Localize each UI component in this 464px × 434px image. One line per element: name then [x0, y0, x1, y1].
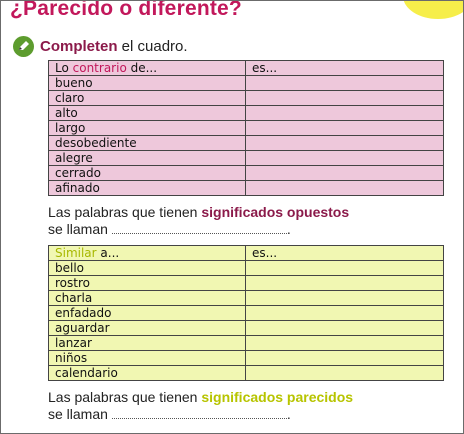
answer-cell[interactable] — [246, 366, 444, 381]
word-cell: cerrado — [49, 166, 246, 181]
header-col1: Similar a... — [49, 246, 246, 261]
table-row — [49, 181, 444, 196]
table-row — [49, 121, 444, 136]
table-row — [49, 106, 444, 121]
word-cell: bueno — [49, 76, 246, 91]
answer-cell[interactable] — [246, 106, 444, 121]
word-cell: desobediente — [49, 136, 246, 151]
word-cell: alto — [49, 106, 246, 121]
similar-table — [48, 245, 444, 381]
answer-cell[interactable] — [246, 276, 444, 291]
table-row — [49, 306, 444, 321]
table-row — [49, 136, 444, 151]
answer-cell[interactable] — [246, 91, 444, 106]
header-col2: es... — [246, 61, 444, 76]
answer-cell[interactable] — [246, 76, 444, 91]
answer-cell[interactable] — [246, 181, 444, 196]
table-row — [49, 321, 444, 336]
answer-cell[interactable] — [246, 136, 444, 151]
answer-cell[interactable] — [246, 336, 444, 351]
word-cell: lanzar — [49, 336, 246, 351]
answer-cell[interactable] — [246, 351, 444, 366]
word-cell: largo — [49, 121, 246, 136]
table-row — [49, 166, 444, 181]
table-row — [49, 151, 444, 166]
word-cell: claro — [49, 91, 246, 106]
instruction-text: Completen el cuadro. — [40, 37, 188, 55]
answer-cell[interactable] — [246, 306, 444, 321]
answer-cell[interactable] — [246, 261, 444, 276]
answer-cell[interactable] — [246, 321, 444, 336]
answer-cell[interactable] — [246, 166, 444, 181]
opposites-table — [48, 60, 444, 196]
corner-decoration — [403, 0, 464, 19]
word-cell: afinado — [49, 181, 246, 196]
pencil-icon — [13, 36, 34, 57]
sentence-similar: Las palabras que tienen significados parecidos se llaman . — [48, 389, 354, 422]
answer-cell[interactable] — [246, 121, 444, 136]
page-title: ¿Parecido o diferente? — [10, 0, 242, 20]
answer-blank[interactable] — [112, 221, 287, 234]
table-row — [49, 291, 444, 306]
word-cell: rostro — [49, 276, 246, 291]
table-row — [49, 336, 444, 351]
table-row — [49, 76, 444, 91]
word-cell: alegre — [49, 151, 246, 166]
header-col1: Lo contrario de... — [49, 61, 246, 76]
word-cell: enfadado — [49, 306, 246, 321]
table-header-row — [49, 246, 444, 261]
answer-cell[interactable] — [246, 151, 444, 166]
word-cell: niños — [49, 351, 246, 366]
table-row — [49, 351, 444, 366]
word-cell: calendario — [49, 366, 246, 381]
table-header-row — [49, 61, 444, 76]
instruction — [13, 35, 188, 57]
answer-cell[interactable] — [246, 291, 444, 306]
table-row — [49, 276, 444, 291]
word-cell: aguardar — [49, 321, 246, 336]
table-row — [49, 91, 444, 106]
word-cell: charla — [49, 291, 246, 306]
table-row — [49, 366, 444, 381]
word-cell: bello — [49, 261, 246, 276]
answer-blank[interactable] — [112, 406, 287, 419]
sentence-opposites: Las palabras que tienen significados opuestos se llaman . — [48, 204, 350, 237]
table-row — [49, 261, 444, 276]
header-col2: es... — [246, 246, 444, 261]
